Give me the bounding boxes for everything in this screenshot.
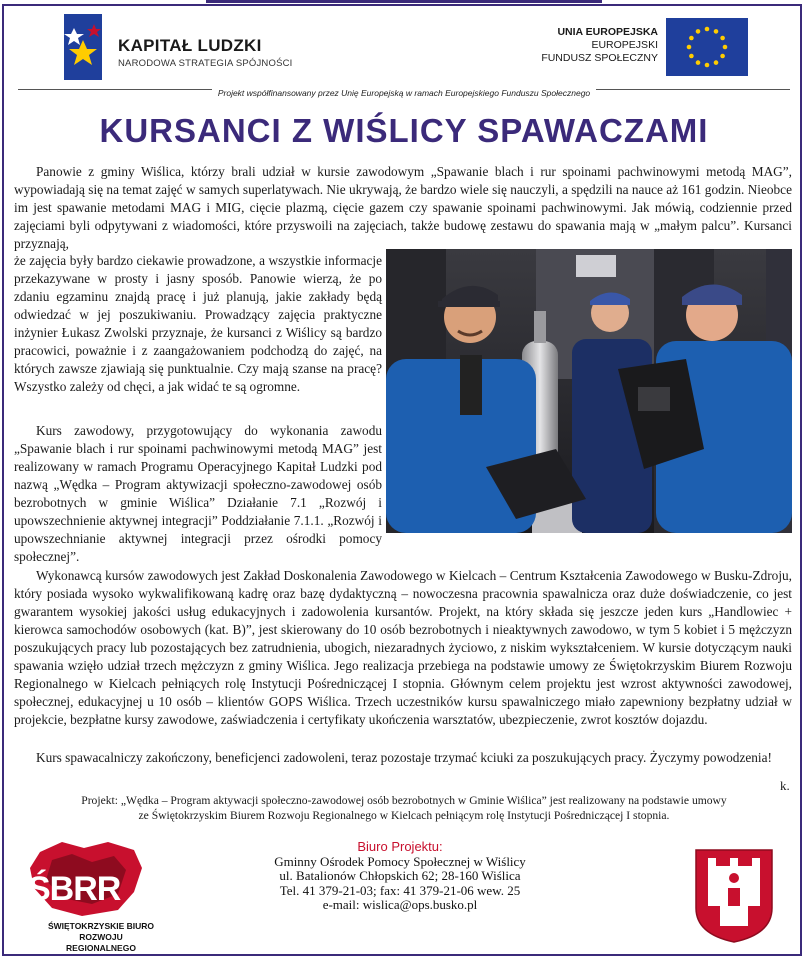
- article-paragraph-3: Kurs zawodowy, przygotowujący do wykonania zawodu „Spawanie blach i rur spoinami pachwinowymi metodą MAG” jest realizowany w ramach Programu Operacyjnego Kapitał Ludzki pod nazwą „Wędka – Program aktywizacji społeczno-zawodowej osób bezrobotnych w gminie Wiślica” Działanie 7.1 „Rozwój i upowszechnienie aktywnej integracji” Poddziałanie 7.1.1. „Rozwój i upowszechnianie aktywnej integracji przez ośrodki pomocy społecznej”.: [14, 423, 382, 564]
- top-border-accent: [206, 0, 602, 3]
- contact-phone: Tel. 41 379-21-03; fax: 41 379-21-06 wew. 25: [279, 882, 521, 898]
- sbrr-name: [46, 921, 156, 954]
- eu-logo-text: [520, 26, 658, 65]
- article-paragraph-5: Kurs spawacalniczy zakończony, beneficjenci zadowoleni, teraz pozostaje trzymać kciuki za poszukujących pracy. Życzymy powodzenia!: [36, 750, 772, 765]
- eu-line-3: FUNDUSZ SPOŁECZNY: [541, 52, 658, 64]
- kapital-ludzki-subtitle: NARODOWA STRATEGIA SPÓJNOŚCI: [118, 58, 293, 69]
- contact-email[interactable]: e-mail: wislica@ops.busko.pl: [322, 897, 478, 912]
- kapital-ludzki-title: KAPITAŁ LUDZKI: [118, 36, 262, 55]
- article-paragraph-1: Panowie z gminy Wiślica, którzy brali udział w kursie zawodowym „Spawanie blach i rur spoinami pachwinowymi metodą MAG”, wypowiadają się na temat zajęć w samych superlatywach. Nie ukrywają, że bardzo wiele się nauczyli, a spędzili na nauce aż 161 godzin. Nieobce im jest spawanie metodami MAG i MIG, cięcie plazmą, cięcie gazem czy spawanie spoinami pachwinowymi. Jak mówią, codziennie przed zajęciami byli odpytywani z wiadomości, które przyswoili na zajęciach, także budowę zestawu do spawania mają w „małym palcu”. Kursanci przyznają,: [14, 164, 792, 251]
- wislica-coat-of-arms-icon: [694, 848, 774, 944]
- article-paragraph-4: Wykonawcą kursów zawodowych jest Zakład Doskonalenia Zawodowego w Kielcach – Centrum Kształcenia Zawodowego w Busku-Zdroju, który posiada wysoko wykwalifikowaną kadrę oraz bazę dydaktyczną – nowoczesna pracownia spawalnicza oraz duże doświadczenie, co jest gwarantem wysokiej jakości usług edukacyjnych i zadowolenia kursantów. Projekt, na który składa się jeszcze jeden kurs „Handlowiec + kierowca samochodów osobowych (kat. B)”, jest skierowany do 10 osób bezrobotnych i nieaktywnych zawodowo, w tym 5 kobiet i 5 mężczyzn poszukujących pracy lub pozostających bez zatrudnienia, ubogich, niezaradnych życiowo, z niskim wykształceniem. W kursie dotyczącym nauki spawania wzięło udział trzech mężczyzn z gminy Wiślica. Jego realizacja przebiega na podstawie umowy ze Świętokrzyskim Biurem Rozwoju Regionalnego w Kielcach pełniących rolę Instytucji Pośredniczącej I stopnia. Głównym celem projektu jest wzrost aktywności zawodowej, społecznej, edukacyjnej u 10 osób – klientów GOPS Wiślica. Trzech uczestników kursu spawalniczego miało zapewniony bezpłatny udział w projekcie, bezpłatne kursy zawodowe, zaświadczenia i certyfikaty ukończenia warsztatów, ubezpieczenie, zwrot kosztów dojazdu.: [14, 568, 792, 727]
- article-headline: KURSANCI Z WIŚLICY SPAWACZAMI: [99, 112, 709, 149]
- welders-photo-image: [386, 249, 792, 533]
- contact-heading: Biuro Projektu:: [357, 839, 443, 854]
- eu-flag-icon: [666, 18, 748, 76]
- cofinancing-statement: [0, 83, 808, 101]
- project-note: [14, 793, 794, 823]
- kapital-ludzki-mark-icon: [60, 14, 106, 80]
- project-office-contact: [230, 840, 570, 913]
- eu-line-2: EUROPEJSKI: [591, 39, 658, 51]
- contact-organization: Gminny Ośrodek Pomocy Społecznej w Wiślicy: [274, 853, 526, 869]
- kapital-ludzki-logo: [60, 14, 300, 80]
- sbrr-logo-wordmark: ŚBRR: [28, 870, 121, 908]
- contact-address: ul. Batalionów Chłopskich 62; 28-160 Wiślica: [279, 868, 521, 883]
- cofinancing-text: Projekt współfinansowany przez Unię Europejską w ramach Europejskiego Funduszu Społecznego: [212, 88, 596, 98]
- sbrr-name-line-1: ŚWIĘTOKRZYSKIE BIURO: [47, 921, 155, 931]
- project-note-line-1: Projekt: „Wędka – Program aktywacji społeczno-zawodowej osób bezrobotnych w Gminie Wiślica” jest realizowany na podstawie umowy: [81, 794, 727, 807]
- project-note-line-2: ze Świętokrzyskim Biurem Rozwoju Regionalnego w Kielcach pełniącym rolę Instytucji Pośredniczącej I stopnia.: [138, 809, 670, 822]
- sbrr-name-line-2: ROZWOJU REGIONALNEGO: [66, 932, 136, 953]
- sbrr-logo: [22, 840, 162, 953]
- article-paragraph-2: że zajęcia były bardzo ciekawie prowadzone, a wszystkie informacje przekazywane w prosty i jasny sposób. Panowie wierzą, że po zdaniu egzaminu znajdą pracę i już planują, jakie zakłady będą odwiedzać w jej poszukiwaniu. Prowadzący zajęcia praktyczne inżynier Łukasz Zwolski przyznaje, że kursanci z Wiślicy są bardzo pracowici, poważnie i z zaangażowaniem podchodzą do zajęć, na których zawsze zjawiają się punktualnie. Czy mają szanse na pracę? Wszystko zależy od chęci, a jak widać te są ogromne.: [14, 253, 382, 394]
- eu-line-1: UNIA EUROPEJSKA: [557, 26, 658, 38]
- article-photo: [386, 249, 792, 533]
- author-signature: k.: [780, 778, 790, 793]
